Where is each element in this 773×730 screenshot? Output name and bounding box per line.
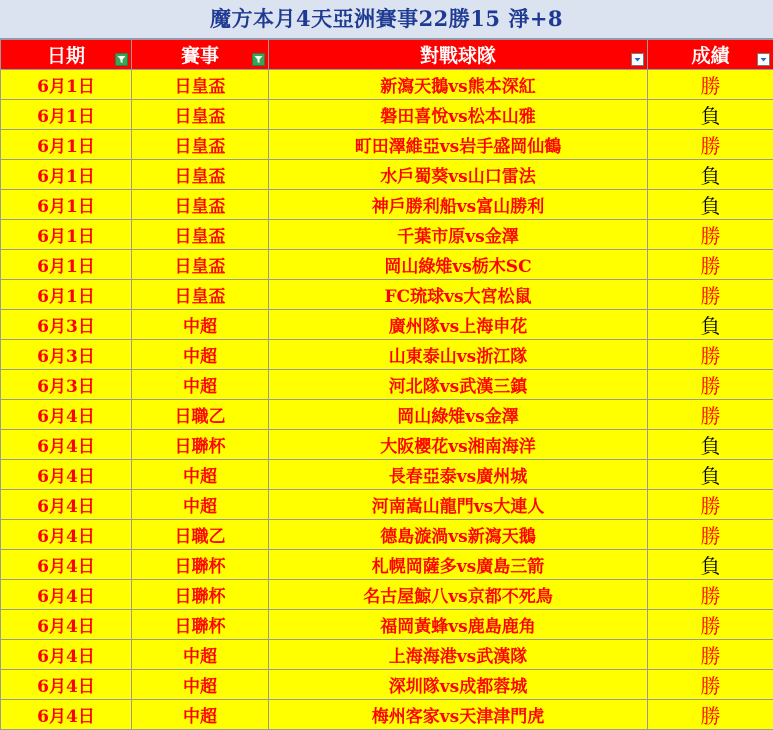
cell-result[interactable]: 勝: [648, 490, 773, 520]
header-league: [132, 40, 269, 70]
cell-league[interactable]: 日皇盃: [132, 70, 269, 100]
cell-result[interactable]: 勝: [648, 520, 773, 550]
cell-result[interactable]: 勝: [648, 640, 773, 670]
cell-match[interactable]: 磐田喜悅vs松本山雅: [269, 100, 648, 130]
cell-date[interactable]: 6月1日: [1, 100, 132, 130]
cell-match[interactable]: 上海海港vs武漢隊: [269, 640, 648, 670]
cell-result[interactable]: 勝: [648, 280, 773, 310]
cell-result[interactable]: 負: [648, 160, 773, 190]
header-match: [269, 40, 648, 70]
cell-date[interactable]: 6月3日: [1, 370, 132, 400]
table-row: [1, 190, 773, 220]
cell-match[interactable]: 福岡黃蜂vs鹿島鹿角: [269, 610, 648, 640]
table-row: [1, 610, 773, 640]
cell-league[interactable]: 中超: [132, 640, 269, 670]
table-row: [1, 580, 773, 610]
filter-active-icon[interactable]: [252, 53, 265, 66]
cell-match[interactable]: 廣州隊vs上海申花: [269, 310, 648, 340]
cell-match[interactable]: FC琉球vs大宮松鼠: [269, 280, 648, 310]
cell-date[interactable]: 6月1日: [1, 220, 132, 250]
cell-match[interactable]: 大阪櫻花vs湘南海洋: [269, 430, 648, 460]
table-row: [1, 640, 773, 670]
table-row: [1, 670, 773, 700]
cell-match[interactable]: 札幌岡薩多vs廣島三箭: [269, 550, 648, 580]
cell-date[interactable]: 6月4日: [1, 700, 132, 730]
cell-match[interactable]: 河南嵩山龍門vs大連人: [269, 490, 648, 520]
table-row: [1, 430, 773, 460]
cell-match[interactable]: 千葉市原vs金澤: [269, 220, 648, 250]
table-row: [1, 310, 773, 340]
cell-league[interactable]: 中超: [132, 370, 269, 400]
cell-result[interactable]: 勝: [648, 70, 773, 100]
cell-league[interactable]: 日職乙: [132, 520, 269, 550]
cell-league[interactable]: 中超: [132, 700, 269, 730]
cell-result[interactable]: 勝: [648, 220, 773, 250]
cell-date[interactable]: 6月4日: [1, 580, 132, 610]
cell-date[interactable]: 6月1日: [1, 70, 132, 100]
cell-date[interactable]: 6月1日: [1, 130, 132, 160]
dropdown-arrow-icon[interactable]: [631, 53, 644, 66]
cell-league[interactable]: 中超: [132, 310, 269, 340]
filter-active-icon[interactable]: [115, 53, 128, 66]
cell-league[interactable]: 中超: [132, 460, 269, 490]
table-row: [1, 700, 773, 730]
cell-league[interactable]: 日聯杯: [132, 580, 269, 610]
cell-result[interactable]: 勝: [648, 700, 773, 730]
cell-league[interactable]: 中超: [132, 340, 269, 370]
cell-date[interactable]: 6月1日: [1, 280, 132, 310]
cell-date[interactable]: 6月4日: [1, 520, 132, 550]
cell-match[interactable]: 梅州客家vs天津津門虎: [269, 700, 648, 730]
cell-date[interactable]: 6月4日: [1, 640, 132, 670]
cell-league[interactable]: 日聯杯: [132, 550, 269, 580]
cell-match[interactable]: 町田澤維亞vs岩手盛岡仙鶴: [269, 130, 648, 160]
cell-match[interactable]: 深圳隊vs成都蓉城: [269, 670, 648, 700]
table-row: [1, 100, 773, 130]
header-result: [648, 40, 773, 70]
cell-league[interactable]: 日聯杯: [132, 430, 269, 460]
cell-result[interactable]: 勝: [648, 580, 773, 610]
cell-date[interactable]: 6月3日: [1, 340, 132, 370]
header-date-label: 日期: [47, 45, 85, 67]
cell-date[interactable]: 6月4日: [1, 400, 132, 430]
cell-result[interactable]: 勝: [648, 250, 773, 280]
cell-league[interactable]: 日聯杯: [132, 610, 269, 640]
cell-result[interactable]: 負: [648, 550, 773, 580]
cell-result[interactable]: 勝: [648, 400, 773, 430]
cell-result[interactable]: 負: [648, 100, 773, 130]
cell-date[interactable]: 6月4日: [1, 550, 132, 580]
header-date: [1, 40, 132, 70]
cell-match[interactable]: 新瀉天鵝vs熊本深紅: [269, 70, 648, 100]
table-row: [1, 130, 773, 160]
table-row: [1, 220, 773, 250]
cell-league[interactable]: 中超: [132, 490, 269, 520]
cell-date[interactable]: 6月4日: [1, 670, 132, 700]
cell-league[interactable]: 日皇盃: [132, 220, 269, 250]
cell-date[interactable]: 6月3日: [1, 310, 132, 340]
header-match-label: 對戰球隊: [420, 45, 496, 67]
table-body: [1, 70, 773, 730]
cell-league[interactable]: 日皇盃: [132, 160, 269, 190]
cell-date[interactable]: 6月1日: [1, 190, 132, 220]
table-row: [1, 520, 773, 550]
cell-match[interactable]: 神戶勝利船vs富山勝利: [269, 190, 648, 220]
header-league-label: 賽事: [181, 45, 219, 67]
cell-match[interactable]: 名古屋鯨八vs京都不死鳥: [269, 580, 648, 610]
header-row: [1, 40, 773, 70]
cell-date[interactable]: 6月4日: [1, 460, 132, 490]
cell-result[interactable]: 負: [648, 430, 773, 460]
cell-match[interactable]: 岡山綠雉vs栃木SC: [269, 250, 648, 280]
cell-match[interactable]: 德島漩渦vs新瀉天鵝: [269, 520, 648, 550]
cell-date[interactable]: 6月1日: [1, 250, 132, 280]
cell-result[interactable]: 勝: [648, 340, 773, 370]
cell-result[interactable]: 勝: [648, 670, 773, 700]
table-row: [1, 160, 773, 190]
cell-date[interactable]: 6月4日: [1, 610, 132, 640]
cell-league[interactable]: 日皇盃: [132, 100, 269, 130]
cell-date[interactable]: 6月4日: [1, 490, 132, 520]
cell-result[interactable]: 勝: [648, 130, 773, 160]
dropdown-arrow-icon[interactable]: [757, 53, 770, 66]
cell-match[interactable]: 長春亞泰vs廣州城: [269, 460, 648, 490]
table-row: [1, 280, 773, 310]
cell-match[interactable]: 山東泰山vs浙江隊: [269, 340, 648, 370]
table-row: [1, 550, 773, 580]
cell-match[interactable]: 岡山綠雉vs金澤: [269, 400, 648, 430]
table-row: [1, 400, 773, 430]
cell-date[interactable]: 6月1日: [1, 160, 132, 190]
cell-league[interactable]: 日皇盃: [132, 250, 269, 280]
cell-league[interactable]: 日皇盃: [132, 190, 269, 220]
cell-league[interactable]: 日皇盃: [132, 280, 269, 310]
table-row: [1, 370, 773, 400]
cell-result[interactable]: 負: [648, 190, 773, 220]
table-row: [1, 70, 773, 100]
header-result-label: 成績: [691, 45, 729, 67]
cell-result[interactable]: 勝: [648, 610, 773, 640]
cell-league[interactable]: 日職乙: [132, 400, 269, 430]
cell-match[interactable]: 河北隊vs武漢三鎮: [269, 370, 648, 400]
cell-league[interactable]: 中超: [132, 670, 269, 700]
table-row: [1, 490, 773, 520]
table-row: [1, 340, 773, 370]
sheet-title: 魔方本月4天亞洲賽事22勝15 淨+8: [0, 0, 773, 39]
cell-result[interactable]: 負: [648, 460, 773, 490]
cell-result[interactable]: 負: [648, 310, 773, 340]
cell-match[interactable]: 水戶蜀葵vs山口雷法: [269, 160, 648, 190]
cell-result[interactable]: 勝: [648, 370, 773, 400]
cell-league[interactable]: 日皇盃: [132, 130, 269, 160]
results-table: [0, 39, 773, 730]
table-row: [1, 250, 773, 280]
cell-date[interactable]: 6月4日: [1, 430, 132, 460]
table-row: [1, 460, 773, 490]
